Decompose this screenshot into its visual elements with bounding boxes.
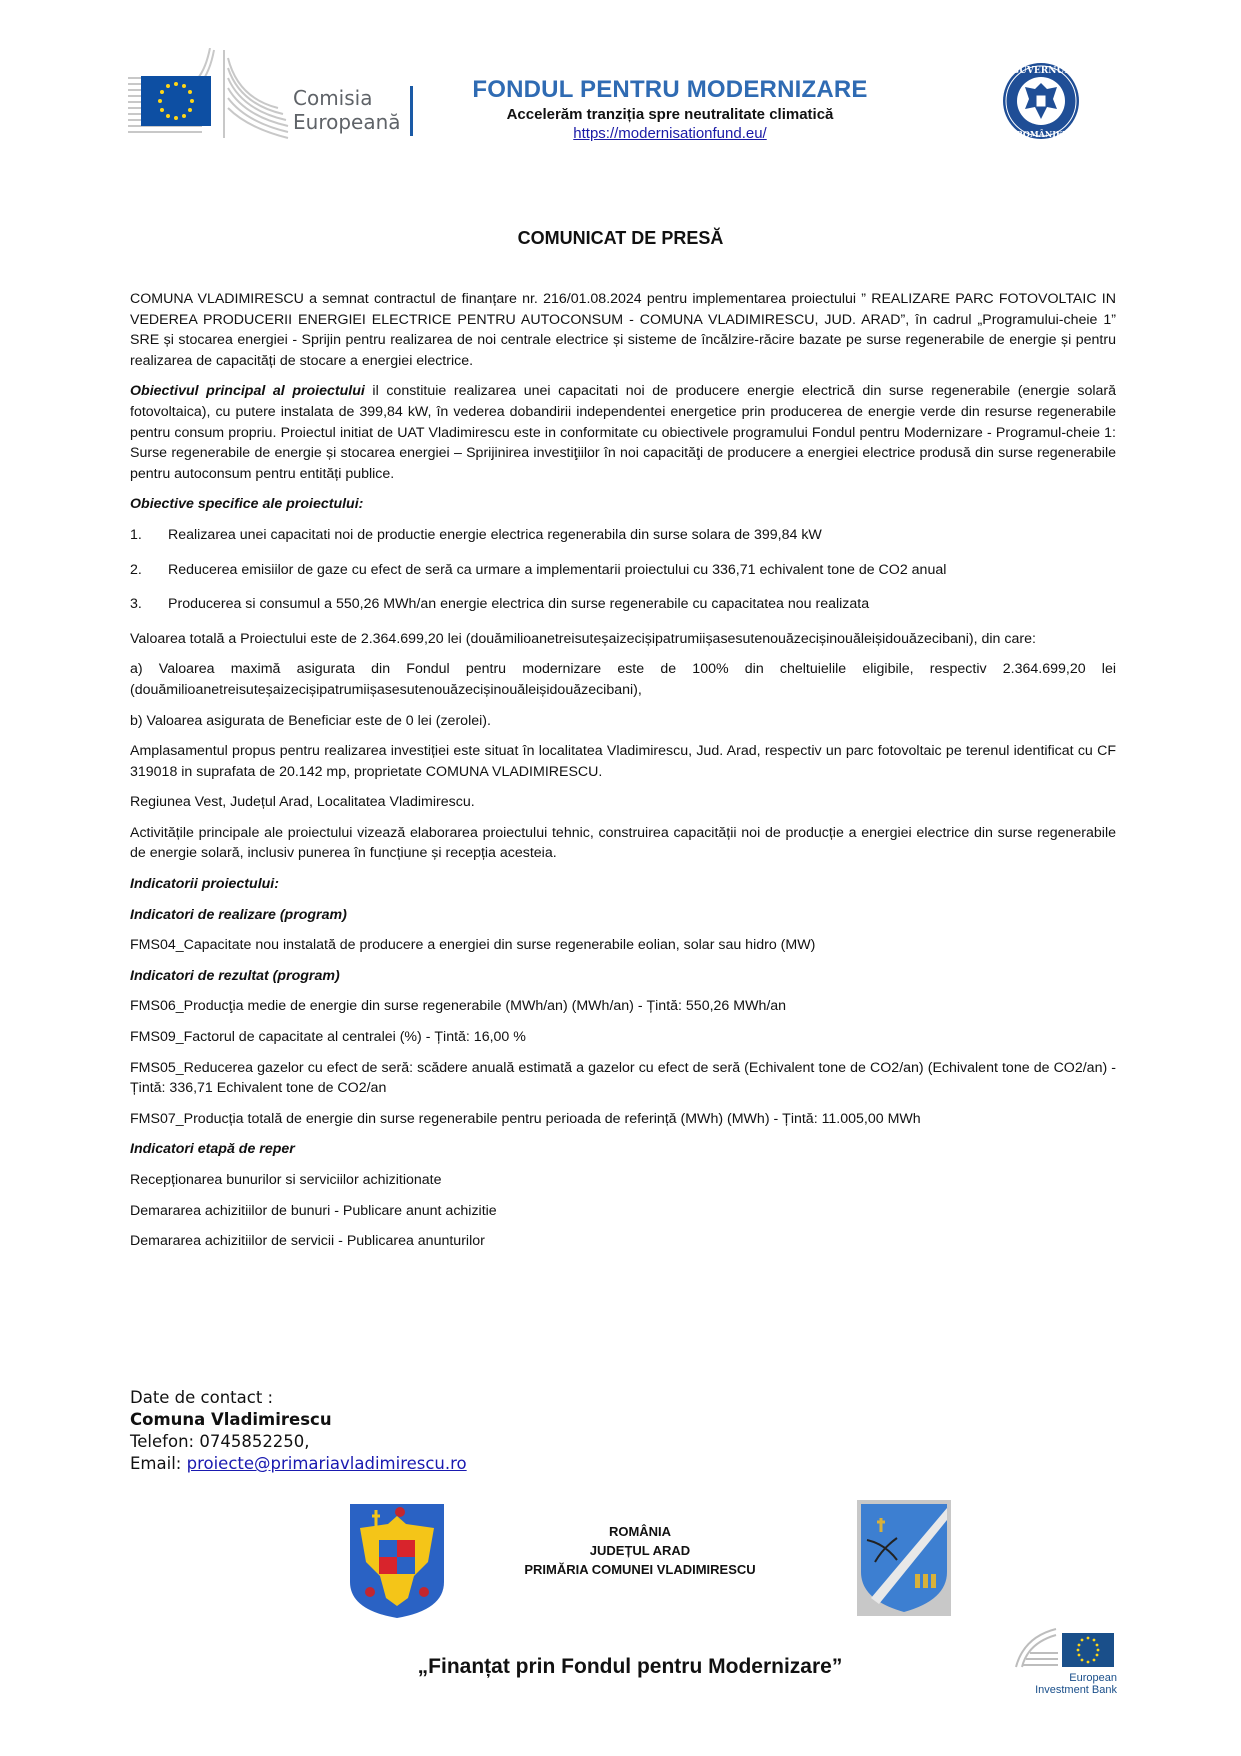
document-body xyxy=(130,289,1116,1262)
result-indicator: FMS09_Factorul de capacitate al centralei (%) - Țintă: 16,00 % xyxy=(130,1029,526,1046)
list-item-text: Producerea si consumul a 550,26 MWh/an energie electrica din surse regenerabile cu capacitatea nou realizata xyxy=(168,596,870,613)
list-item-text: Realizarea unei capacitati noi de productie energie electrica regenerabila din surse solara de 399,84 kW xyxy=(168,526,822,543)
romanian-government-seal xyxy=(1001,55,1081,147)
footer-line-town-hall: PRIMĂRIA COMUNEI VLADIMIRESCU xyxy=(524,1562,756,1577)
value-b-paragraph: b) Valoarea asigurata de Beneficiar este de 0 lei (zerolei). xyxy=(130,712,491,729)
ec-logo-text-line2: Europeană xyxy=(293,110,401,134)
result-indicator: FMS05_Reducerea gazelor cu efect de seră: scădere anuală estimată a gazelor cu efect de seră (Echivalent tone de CO2/an) (Echivalent tone de CO2/an) - Țintă: 336,71 Echivalent tone de CO2/an xyxy=(130,1059,1116,1097)
ec-logo-divider xyxy=(410,86,413,136)
vladimirescu-coat-of-arms-icon xyxy=(857,1500,951,1616)
contact-email-link[interactable]: proiecte@primariavladimirescu.ro xyxy=(186,1454,467,1473)
contact-email-row xyxy=(130,1453,467,1475)
financed-by-note: „Finanțat prin Fondul pentru Modernizare” xyxy=(417,1655,843,1678)
result-indicator: FMS07_Producția totală de energie din surse regenerabile pentru perioada de referință (MWh) (MWh) - Țintă: 11.005,00 MWh xyxy=(130,1110,921,1127)
contact-phone: Telefon: 0745852250, xyxy=(130,1432,310,1451)
contact-name: Comuna Vladimirescu xyxy=(130,1410,332,1429)
milestone-indicator: Recepționarea bunurilor si serviciilor achizitionate xyxy=(130,1172,442,1188)
specific-objectives-list xyxy=(130,525,1116,615)
realization-indicator: FMS04_Capacitate nou instalată de producere a energiei din surse regenerabile eolian, solar sau hidro (MW) xyxy=(130,937,816,954)
document-title: COMUNICAT DE PRESĂ xyxy=(517,228,724,248)
realization-indicators-heading: Indicatori de realizare (program) xyxy=(130,906,347,923)
fund-title: FONDUL PENTRU MODERNIZARE xyxy=(472,76,868,103)
list-item-text: Reducerea emisiilor de gaze cu efect de seră ca urmare a implementarii proiectului cu 336,71 echivalent tone de CO2 anual xyxy=(168,561,947,578)
indicators-heading: Indicatorii proiectului: xyxy=(130,876,279,893)
romania-coat-of-arms-icon xyxy=(348,1502,446,1620)
list-item-number: 1. xyxy=(130,526,142,543)
footer-institution xyxy=(440,1522,840,1579)
ec-logo-text-line1: Comisia xyxy=(293,86,373,110)
objective-paragraph xyxy=(130,381,1116,484)
footer-line-country: ROMÂNIA xyxy=(608,1524,672,1539)
activities-paragraph: Activitățile principale ale proiectului vizează elaborarea proiectului tehnic, construirea capacității noi de producție a energiei electrice din surse regenerabile de energie solară, inclusiv punerea în funcțiune și recepția acesteia. xyxy=(130,824,1116,862)
svg-text:ROMÂNIEI: ROMÂNIEI xyxy=(1016,129,1066,139)
list-item-number: 3. xyxy=(130,596,142,613)
svg-text:GUVERNUL: GUVERNUL xyxy=(1011,66,1071,76)
location-paragraph: Amplasamentul propus pentru realizarea investiției este situat în localitatea Vladimirescu, Jud. Arad, respectiv un parc fotovoltaic pe terenul identificat cu CF 319018 in suprafata de 20.142 mp, proprietate COMUNA VLADIMIRESCU. xyxy=(130,743,1116,780)
specific-objectives-heading: Obiective specifice ale proiectului: xyxy=(130,496,364,513)
milestone-indicator: Demararea achizitiilor de bunuri - Publicare anunt achizitie xyxy=(130,1202,497,1219)
contact-block xyxy=(130,1387,467,1475)
milestone-indicator: Demararea achizitiilor de servicii - Publicarea anunturilor xyxy=(130,1233,485,1250)
fund-subtitle: Accelerăm tranziția spre neutralitate climatică xyxy=(506,106,834,123)
eib-text-line1: European xyxy=(1069,1672,1117,1684)
list-item-number: 2. xyxy=(130,561,142,578)
fund-url-link[interactable]: https://modernisationfund.eu/ xyxy=(573,125,767,142)
result-indicators-heading: Indicatori de rezultat (program) xyxy=(130,967,340,984)
list-item xyxy=(130,594,1116,615)
list-item xyxy=(130,525,1116,546)
contact-label: Date de contact : xyxy=(130,1388,274,1407)
value-a-paragraph: a) Valoarea maximă asigurata din Fondul pentru modernizare este de 100% din cheltuielile eligibile, respectiv 2.364.699,20 lei (douămilioanetreisuteșaizecișipatrumiișasesutenouăzecișinouăleișidouăzecibani), xyxy=(130,661,1116,698)
intro-paragraph: COMUNA VLADIMIRESCU a semnat contractul de finanțare nr. 216/01.08.2024 pentru implementarea proiectului ” REALIZARE PARC FOTOVOLTAIC IN VEDEREA PRODUCERII ENERGIEI ELECTRICE PENTRU AUTOCONSUM - COMUNA VLADIMIRESCU, JUD. ARAD”, în cadrul „Programului-cheie 1” SRE și stocarea energiei - Sprijin pentru realizarea de noi centrale electrice și sisteme de încălzire-răcire bazate pe surse regenerabile de energie și pentru realizarea de capacități de stocare a energiei electrice. xyxy=(130,291,1116,369)
objective-text: il constituie realizarea unei capacitati noi de producere energie electrică din surse regenerabile (energie solară fotovoltaica), cu putere instalata de 399,84 kW, în vederea dobandirii independentei energetice prin producerea de energie verde din resurse regenerabile pentru consum propriu. Proiectul initiat de UAT Vladimirescu este in conformitate cu obiectivele programului Fondul pentru Modernizare - Programul-cheie 1: Surse regenerabile de energie și stocarea energiei – Sprijinirea investiţiilor în noi capacităţi de producere a energiei electrice produsă din surse regenerabile pentru autoconsum pentru entități publice. xyxy=(130,383,1116,482)
objective-label: Obiectivul principal al proiectului xyxy=(130,383,365,400)
result-indicator: FMS06_Producţia medie de energie din surse regenerabile (MWh/an) (MWh/an) - Țintă: 550,26 MWh/an xyxy=(130,998,787,1015)
fund-url-container xyxy=(420,125,920,142)
eib-text-line2: Investment Bank xyxy=(1035,1684,1117,1696)
milestone-indicators-heading: Indicatori etapă de reper xyxy=(130,1141,295,1158)
footer-line-county: JUDEȚUL ARAD xyxy=(589,1543,691,1558)
total-value-paragraph: Valoarea totală a Proiectului este de 2.364.699,20 lei (douămilioanetreisuteșaizecișipatrumiișasesutenouăzecișinouăleișidouăzecibani), din care: xyxy=(130,630,1036,647)
ec-logo-text xyxy=(293,86,401,134)
eib-logo-text xyxy=(1010,1672,1117,1696)
contact-email-label: Email: xyxy=(130,1454,187,1473)
region-paragraph: Regiunea Vest, Județul Arad, Localitatea Vladimirescu. xyxy=(130,794,475,811)
list-item xyxy=(130,560,1116,581)
